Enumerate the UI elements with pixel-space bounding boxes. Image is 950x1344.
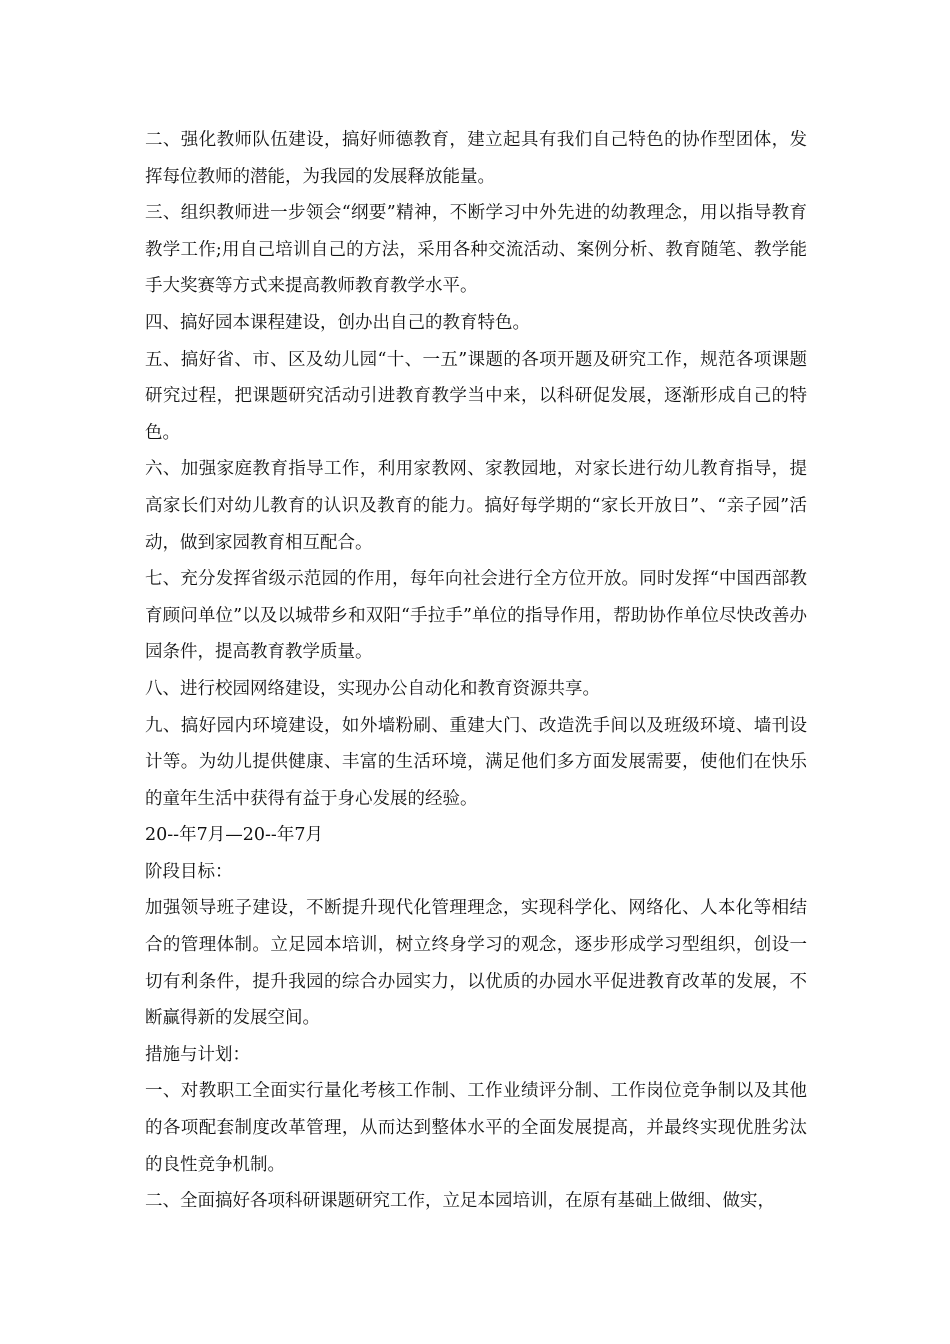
stage-period: 20--年7月—20--年7月	[145, 825, 323, 846]
stage-goal-heading: 阶段目标：	[145, 861, 233, 882]
measures-heading: 措施与计划：	[145, 1044, 250, 1065]
paragraph-measure-4: 四、搞好园本课程建设，创办出自己的教育特色。	[145, 312, 530, 333]
paragraph-measure-7: 七、充分发挥省级示范园的作用，每年向社会进行全方位开放。同时发挥“中国西部教育顾问单位”以及以城带乡和双阳“手拉手”单位的指导作用，帮助协作单位尽快改善办园条件，提高教育教学质量。	[145, 569, 807, 663]
paragraph-measure-9: 九、搞好园内环境建设，如外墙粉刷、重建大门、改造洗手间以及班级环境、墙刊设计等。为幼儿提供健康、丰富的生活环境，满足他们多方面发展需要，使他们在快乐的童年生活中获得有益于身心发展的经验。	[145, 715, 807, 809]
paragraph-measure-5: 五、搞好省、市、区及幼儿园“十、一五”课题的各项开题及研究工作，规范各项课题研究过程，把课题研究活动引进教育教学当中来，以科研促发展，逐渐形成自己的特色。	[145, 349, 807, 443]
paragraph-measure-2: 二、强化教师队伍建设，搞好师德教育，建立起具有我们自己特色的协作型团体，发挥每位教师的潜能，为我园的发展释放能量。	[145, 130, 807, 187]
measure-item-1: 一、对教职工全面实行量化考核工作制、工作业绩评分制、工作岗位竞争制以及其他的各项配套制度改革管理，从而达到整体水平的全面发展提高，并最终实现优胜劣汰的良性竞争机制。	[145, 1081, 807, 1175]
document-body	[145, 122, 807, 1220]
paragraph-measure-8: 八、进行校园网络建设，实现办公自动化和教育资源共享。	[145, 678, 600, 699]
paragraph-measure-6: 六、加强家庭教育指导工作，利用家教网、家教园地，对家长进行幼儿教育指导，提高家长们对幼儿教育的认识及教育的能力。搞好每学期的“家长开放日”、“亲子园”活动，做到家园教育相互配合。	[145, 459, 807, 553]
paragraph-measure-3: 三、组织教师进一步领会“纲要”精神，不断学习中外先进的幼教理念，用以指导教育教学工作;用自己培训自己的方法，采用各种交流活动、案例分析、教育随笔、教学能手大奖赛等方式来提高教师教育教学水平。	[145, 203, 807, 297]
measure-item-2: 二、全面搞好各项科研课题研究工作，立足本园培训，在原有基础上做细、做实，	[145, 1191, 775, 1212]
stage-goal-text: 加强领导班子建设，不断提升现代化管理理念，实现科学化、网络化、人本化等相结合的管理体制。立足园本培训，树立终身学习的观念，逐步形成学习型组织，创设一切有利条件，提升我园的综合办园实力，以优质的办园水平促进教育改革的发展，不断赢得新的发展空间。	[145, 898, 807, 1029]
